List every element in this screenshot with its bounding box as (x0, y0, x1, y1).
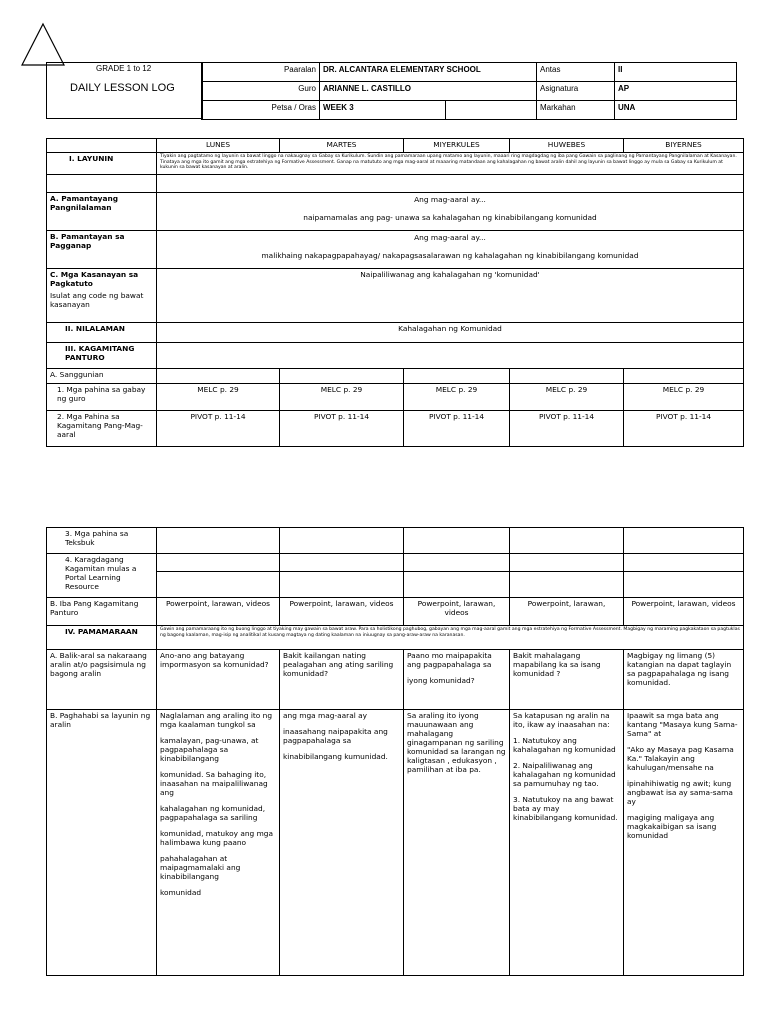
paghahabi-lunes-p1: Naglalaman ang araling ito ng mga kaalaman tungkol sa (160, 711, 273, 729)
kagamitan-mag-aaral-label: 2. Mga Pahina sa Kagamitang Pang-Mag-aaral (47, 411, 157, 447)
pamantayang-pangnilalaman-value (157, 193, 744, 231)
header-table (201, 62, 737, 120)
date-value: WEEK 3 (320, 101, 446, 120)
teksbuk-miyerkules (404, 528, 510, 554)
kagamitan-mag-aaral-lunes: PIVOT p. 11-14 (157, 411, 280, 447)
paghahabi-lunes-p3: komunidad. Sa bahaging ito, inaasahan na maipaliliwanag ang (160, 770, 268, 797)
balik-aral-lunes (157, 650, 280, 710)
kagamitan-mag-aaral-miyerkules: PIVOT p. 11-14 (404, 411, 510, 447)
day-header-martes: MARTES (280, 139, 404, 153)
pp-line1: Ang mag-aaral ay... (414, 195, 486, 204)
sanggunian-cell-2 (280, 369, 404, 384)
kagamitan-mag-aaral-huwebes: PIVOT p. 11-14 (510, 411, 624, 447)
layunin-label: I. LAYUNIN (47, 153, 157, 175)
document-title: DAILY LESSON LOG (70, 82, 175, 94)
iba-pang-miyerkules: Powerpoint, larawan, videos (404, 598, 510, 626)
day-header-miyerkules: MIYERKULES (404, 139, 510, 153)
grade-level-text: GRADE 1 to 12 (96, 64, 152, 73)
paghahabi-huwebes-p2: 1. Natutukoy ang kahalagahan ng komunidad (513, 736, 616, 754)
balik-aral-huwebes-p1: Bakit mahalagang mapabilang ka sa isang komunidad ? (513, 651, 601, 678)
gabay-guro-biyernes: MELC p. 29 (624, 384, 744, 411)
subject-label: Asignatura (537, 82, 615, 101)
teksbuk-martes (280, 528, 404, 554)
school-value: DR. ALCANTARA ELEMENTARY SCHOOL (320, 63, 537, 82)
kagamitan-mag-aaral-biyernes: PIVOT p. 11-14 (624, 411, 744, 447)
date-label: Petsa / Oras (202, 101, 320, 120)
balik-aral-martes (280, 650, 404, 710)
paghahabi-lunes-p4: kahalagahan ng komunidad, pagpapahalaga sa sariling (160, 804, 266, 822)
kasanayan-value: Naipaliliwanag ang kahalagahan ng 'komunidad' (157, 269, 744, 323)
day-header-huwebes: HUWEBES (510, 139, 624, 153)
paghahabi-label: B. Paghahabi sa layunin ng aralin (47, 710, 157, 976)
balik-aral-martes-p1: Bakit kailangan nating pealagahan ang ating sariling komunidad? (283, 651, 394, 678)
balik-aral-huwebes (510, 650, 624, 710)
kagamitan-label: III. KAGAMITANG PANTURO (47, 343, 157, 369)
gabay-guro-label: 1. Mga pahina sa gabay ng guro (47, 384, 157, 411)
school-label: Paaralan (202, 63, 320, 82)
level-value: II (615, 63, 737, 82)
day-header-biyernes: BIYERNES (624, 139, 744, 153)
iba-pang-huwebes: Powerpoint, larawan, (510, 598, 624, 626)
pamantayan-pagganap-value (157, 231, 744, 269)
teksbuk-biyernes (624, 528, 744, 554)
paghahabi-miyerkules-p1: Sa araling ito iyong mauunawaan ang mahalagang ginagampanan ng sariling komunidad sa larangan ng kaligtasan , edukasyon , pamilihan at iba pa. (407, 711, 506, 774)
sanggunian-cell-4 (510, 369, 624, 384)
empty-cell (446, 101, 537, 120)
gabay-guro-martes: MELC p. 29 (280, 384, 404, 411)
paghahabi-biyernes-p1: Ipaawit sa mga bata ang kantang "Masaya kung Sama-Sama" at (627, 711, 738, 738)
paghahabi-martes-p1: ang mga mag-aaral ay (283, 711, 368, 720)
paghahabi-miyerkules (404, 710, 510, 976)
paghahabi-huwebes-p3: 2. Naipaliliwanag ang kahalagahan ng komunidad sa pamumuhay ng tao. (513, 761, 616, 788)
karagdagang-huwebes-2 (510, 572, 624, 598)
pg-line1: Ang mag-aaral ay... (414, 233, 486, 242)
karagdagang-biyernes (624, 554, 744, 572)
pamantayang-pangnilalaman-label: A. Pamantayang Pangnilalaman (47, 193, 157, 231)
corner-cell (47, 139, 157, 153)
karagdagang-huwebes (510, 554, 624, 572)
pamamaraan-label: IV. PAMAMARAAN (47, 626, 157, 650)
balik-aral-miyerkules (404, 650, 510, 710)
pamamaraan-note: Gawin ang pamamaraang ito ng buong linggo at tiyaking may gawain sa bawat araw. Para sa holistikong paghubog, gabayan ang mga mag-aaral gamit ang mga estratehiya ng Formative Assessment. Magbigay ng maraming pagkakataon sa pagtuklas ng bagong kaalaman, mag-isip ng analitikal at kusang magtaya ng dating kaalaman na iniuugnay sa pang-araw-araw na karanasan. (157, 626, 744, 650)
quarter-value: UNA (615, 101, 737, 120)
paghahabi-biyernes-p3: ipinahihiwatig ng awit; kung angbawat isa ay sama-sama ay (627, 779, 733, 806)
teacher-label: Guro (202, 82, 320, 101)
balik-aral-lunes-p1: Ano-ano ang batayang impormasyon sa komunidad? (160, 651, 269, 669)
iba-pang-biyernes: Powerpoint, larawan, videos (624, 598, 744, 626)
layunin-label-spacer (47, 175, 157, 193)
karagdagang-label: 4. Karagdagang Kagamitan mulas a Portal Learning Resource (47, 554, 157, 598)
subject-value: AP (615, 82, 737, 101)
karagdagang-lunes-2 (157, 572, 280, 598)
day-header-lunes: LUNES (157, 139, 280, 153)
paghahabi-lunes (157, 710, 280, 976)
iba-pang-label: B. Iba Pang Kagamitang Panturo (47, 598, 157, 626)
kasanayan-sub: Isulat ang code ng bawat kasanayan (50, 291, 144, 309)
level-label: Antas (537, 63, 615, 82)
kagamitan-blank (157, 343, 744, 369)
lesson-table-part2 (46, 527, 744, 976)
iba-pang-martes: Powerpoint, larawan, videos (280, 598, 404, 626)
paghahabi-lunes-p7: komunidad (160, 888, 202, 897)
paghahabi-lunes-p5: komunidad, matukoy ang mga halimbawa kung paano (160, 829, 274, 847)
gabay-guro-lunes: MELC p. 29 (157, 384, 280, 411)
gabay-guro-huwebes: MELC p. 29 (510, 384, 624, 411)
kasanayan-label-cell (47, 269, 157, 323)
teacher-value: ARIANNE L. CASTILLO (320, 82, 537, 101)
paghahabi-huwebes-p4: 3. Natutukoy na ang bawat bata ay may kinabibilangang komunidad. (513, 795, 618, 822)
karagdagang-martes-2 (280, 572, 404, 598)
balik-aral-biyernes (624, 650, 744, 710)
balik-aral-label: A. Balik-aral sa nakaraang aralin at/o pagsisimula ng bagong aralin (47, 650, 157, 710)
paghahabi-huwebes-p1: Sa katapusan ng aralin na ito, ikaw ay inaasahan na: (513, 711, 610, 729)
sanggunian-cell-1 (157, 369, 280, 384)
paghahabi-biyernes-p2: "Ako ay Masaya pag Kasama Ka." Talakayin ang kahulugan/mensahe na (627, 745, 734, 772)
balik-aral-biyernes-p1: Magbigay ng limang (5) katangian na dapat taglayin sa pagpapahalaga ng isang komunidad. (627, 651, 732, 687)
paghahabi-lunes-p2: kamalayan, pag-unawa, at pagpapahalaga sa kinabibilangang (160, 736, 259, 763)
layunin-note: Tiyakin ang pagtatamo ng layunin sa bawat linggo na nakaugnay sa Gabay sa Kurikulum. Sundin ang pamamaraan upang matamo ang layunin, maaari ring magdagdag ng iba pang Gawain sa paglinang ng Pamantayang Pangnilalaman at Kasanayan. Tinataya ang mga ito gamit ang mga estratehiya ng Formative Assessment. Ganap na matututo ang mga mag-aaral at maaaring matandaan ang kahalagahan ng bawat aralin dahil ang layunin sa bawat linggo ay mula sa Gabay sa Kurikulum at kukunin sa bawat kasanayan at aralin. (157, 153, 744, 175)
sanggunian-label: A. Sanggunian (47, 369, 157, 384)
gabay-guro-miyerkules: MELC p. 29 (404, 384, 510, 411)
kagamitan-mag-aaral-martes: PIVOT p. 11-14 (280, 411, 404, 447)
pp-line2: naipamamalas ang pag- unawa sa kahalagahan ng kinabibilangang komunidad (303, 213, 597, 222)
paghahabi-biyernes-p4: magiging maligaya ang magkakaibigan sa isang komunidad (627, 813, 717, 840)
paghahabi-martes-p2: inaasahang naipapakita ang pagpapahalaga sa (283, 727, 388, 745)
kasanayan-label: C. Mga Kasanayan sa Pagkatuto (50, 270, 139, 288)
paghahabi-martes-p3: kinabibilangang kumunidad. (283, 752, 388, 761)
karagdagang-biyernes-2 (624, 572, 744, 598)
sanggunian-cell-5 (624, 369, 744, 384)
paghahabi-huwebes (510, 710, 624, 976)
karagdagang-miyerkules (404, 554, 510, 572)
karagdagang-martes (280, 554, 404, 572)
nilalaman-value: Kahalagahan ng Komunidad (157, 323, 744, 343)
karagdagang-lunes (157, 554, 280, 572)
pamantayan-pagganap-label: B. Pamantayan sa Pagganap (47, 231, 157, 269)
karagdagang-miyerkules-2 (404, 572, 510, 598)
teksbuk-label: 3. Mga pahina sa Teksbuk (47, 528, 157, 554)
teksbuk-huwebes (510, 528, 624, 554)
pg-line2: malikhaing nakapagpapahayag/ nakapagsasalarawan ng kahalagahan ng kinabibilangang komunidad (261, 251, 639, 260)
balik-aral-miyerkules-p2: iyong komunidad? (407, 676, 475, 685)
balik-aral-miyerkules-p1: Paano mo maipapakita ang pagpapahalaga sa (407, 651, 492, 669)
teksbuk-lunes (157, 528, 280, 554)
sanggunian-cell-3 (404, 369, 510, 384)
paghahabi-biyernes (624, 710, 744, 976)
lesson-table-part1 (46, 138, 744, 447)
paghahabi-martes (280, 710, 404, 976)
layunin-blank (157, 175, 744, 193)
nilalaman-label: II. NILALAMAN (47, 323, 157, 343)
quarter-label: Markahan (537, 101, 615, 120)
iba-pang-lunes: Powerpoint, larawan, videos (157, 598, 280, 626)
paghahabi-lunes-p6: pahahalagahan at maipagmamalaki ang kinabibilangang (160, 854, 241, 881)
